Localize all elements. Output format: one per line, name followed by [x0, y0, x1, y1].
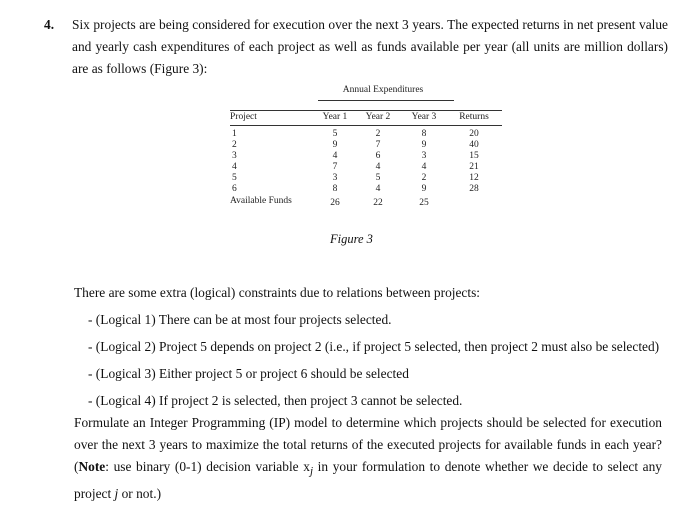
table-cell: 28: [469, 184, 479, 194]
table-cell: 3: [332, 173, 338, 183]
table-cell: 8: [421, 129, 427, 139]
table-cell: 8: [332, 184, 338, 194]
table-cell: 12: [469, 173, 479, 183]
table-cell: 5: [375, 173, 381, 183]
formulate-paragraph: [74, 412, 662, 505]
table-cell: 4: [375, 184, 381, 194]
table-cell: 1: [232, 129, 237, 139]
table-cell: 2: [421, 173, 427, 183]
table-cell: 20: [469, 129, 479, 139]
constraint-1: - (Logical 1) There can be at most four projects selected.: [88, 312, 392, 327]
table-cell: 4: [375, 162, 381, 172]
table-header-rule: [230, 125, 502, 126]
extra-constraints-intro: There are some extra (logical) constraints due to relations between projects:: [74, 285, 481, 300]
question-block: [44, 14, 668, 80]
note-text: : use binary (0-1) decision variable x: [105, 459, 310, 474]
available-funds-label: Available Funds: [230, 196, 292, 206]
header-year-3: Year 3: [411, 112, 437, 122]
table-cell: 5: [232, 173, 237, 183]
table-cell: 40: [469, 140, 479, 150]
table-cell: 3: [421, 151, 427, 161]
table-cell: 15: [469, 151, 479, 161]
table-cell: 7: [375, 140, 381, 150]
note-label: Note: [78, 459, 106, 474]
table-cell: 7: [332, 162, 338, 172]
formulate-tail: in your formulation to denote whether we decide to select any project: [74, 459, 663, 501]
table-cell: 2: [375, 129, 381, 139]
table-cell: 6: [375, 151, 381, 161]
table-top-rule: [230, 110, 502, 111]
table-cell: 3: [232, 151, 237, 161]
project-variable: j: [114, 485, 119, 501]
super-header-rule: [318, 100, 454, 101]
constraints-block: [74, 282, 662, 505]
header-project: Project: [230, 112, 257, 122]
table-cell: 9: [421, 140, 427, 150]
constraint-4: - (Logical 4) If project 2 is selected, then project 3 cannot be selected.: [88, 393, 463, 408]
constraint-2: - (Logical 2) Project 5 depends on project 2 (i.e., if project 5 selected, then project 2 must also be selected): [88, 339, 660, 354]
formulate-main: Formulate an Integer Programming (IP) model to determine which projects should be selected for execution over the next 3 years to maximize the total returns of the executed projects for available funds in each year? (: [74, 415, 662, 474]
header-returns: Returns: [459, 112, 489, 122]
super-header: Annual Expenditures: [342, 85, 424, 95]
formulate-end: or not.): [118, 485, 162, 501]
table-cell: 9: [332, 140, 338, 150]
table-cell: 25: [419, 198, 429, 208]
table-cell: 6: [232, 184, 237, 194]
header-year-2: Year 2: [365, 112, 391, 122]
question-intro: Six projects are being considered for execution over the next 3 years. The expected returns in net present value and yearly cash expenditures of each project as well as funds available per year (all units are million dollars) are as follows (Figure 3):: [72, 17, 668, 76]
table-cell: 2: [232, 140, 237, 150]
table-cell: 9: [421, 184, 427, 194]
table-cell: 5: [332, 129, 338, 139]
figure-caption: Figure 3: [330, 232, 373, 246]
variable-subscript: j: [309, 465, 314, 478]
question-number: 4.: [44, 17, 55, 32]
table-cell: 4: [332, 151, 338, 161]
table-cell: 4: [232, 162, 237, 172]
constraint-3: - (Logical 3) Either project 5 or project 6 should be selected: [88, 366, 409, 381]
table-cell: 26: [330, 198, 340, 208]
table-cell: 21: [469, 162, 479, 172]
header-year-1: Year 1: [322, 112, 348, 122]
table-cell: 22: [373, 198, 383, 208]
table-cell: 4: [421, 162, 427, 172]
